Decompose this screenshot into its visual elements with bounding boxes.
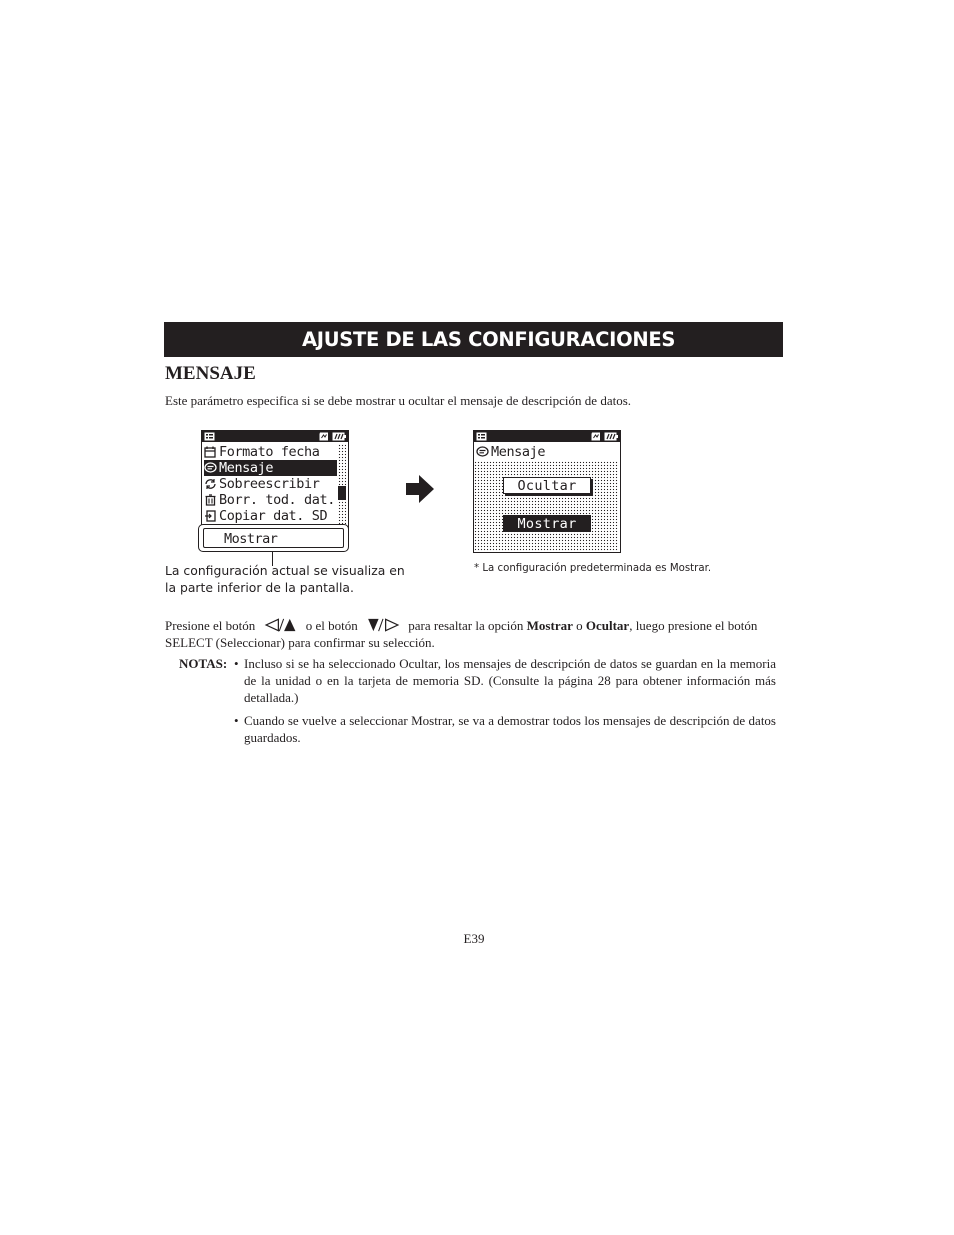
caption-default-setting: * La configuración predeterminada es Mostrar.	[474, 563, 712, 574]
instr-bold-ocultar: Ocultar	[585, 618, 630, 633]
lcd-status-bar	[202, 431, 348, 442]
menu-item-mensaje[interactable]	[204, 460, 337, 476]
trash-icon	[204, 494, 217, 506]
option-area	[474, 461, 618, 551]
menu-grid-icon	[476, 432, 487, 441]
menu-item-label: Sobreescribir	[219, 476, 320, 492]
instr-text: o	[576, 618, 583, 633]
bullet-icon: •	[234, 713, 239, 728]
sd-card-icon	[319, 432, 329, 441]
message-icon	[476, 446, 489, 458]
scrollbar[interactable]	[338, 444, 346, 526]
menu-item-formato-fecha[interactable]	[204, 444, 337, 460]
arrow-right-icon	[405, 474, 435, 504]
menu-item-borrar-todos-datos[interactable]	[204, 492, 337, 508]
option-ocultar-button[interactable]: Ocultar	[503, 477, 591, 494]
message-icon	[204, 462, 217, 474]
scrollbar-thumb[interactable]	[338, 486, 346, 500]
instr-text: , luego presione el botón SELECT (Seleccionar) para confirmar su selección.	[165, 618, 758, 650]
left-up-button-icon	[262, 618, 300, 632]
battery-icon	[604, 432, 618, 441]
instructions-paragraph	[165, 617, 765, 651]
instr-text: Presione el botón	[165, 618, 256, 633]
section-header-bar	[164, 322, 783, 357]
menu-item-label: Formato fecha	[219, 444, 320, 460]
lcd-screen-settings-menu	[201, 430, 349, 529]
bullet-icon: •	[234, 656, 239, 671]
note-item: Incluso si se ha seleccionado Ocultar, los mensajes de descripción de datos se guardan en la memoria de la unidad o en la tarjeta de memoria SD. (Consulte la página 28 para obtener información más detallada.)	[244, 656, 776, 705]
note-item: Cuando se vuelve a seleccionar Mostrar, se va a demostrar todos los mensajes de descripción de datos guardados.	[244, 713, 776, 745]
screen-title	[474, 443, 618, 461]
caption-current-setting: La configuración actual se visualiza en la parte inferior de la pantalla.	[165, 563, 405, 595]
option-mostrar-button[interactable]: Mostrar	[503, 515, 591, 532]
subsection-title: MENSAJE	[165, 363, 256, 384]
menu-grid-icon	[204, 432, 215, 441]
battery-icon	[332, 432, 346, 441]
lcd-status-bar	[474, 431, 620, 442]
menu-item-copiar-datos-sd[interactable]	[204, 508, 337, 524]
intro-paragraph: Este parámetro especifica si se debe mostrar u ocultar el mensaje de descripción de datos.	[165, 393, 632, 408]
instr-bold-mostrar: Mostrar	[526, 618, 573, 633]
menu-item-label: Borr. tod. dat.	[219, 492, 335, 508]
copy-icon	[204, 510, 217, 522]
current-setting-value: Mostrar	[203, 528, 344, 548]
menu-item-label: Mensaje	[219, 460, 274, 476]
down-right-button-icon	[364, 618, 402, 632]
menu-item-label: Copiar dat. SD	[219, 508, 328, 524]
screen-title-label: Mensaje	[491, 444, 546, 460]
section-title: AJUSTE DE LAS CONFIGURACIONES	[302, 328, 676, 351]
overwrite-icon	[204, 478, 217, 490]
menu-item-sobreescribir[interactable]	[204, 476, 337, 492]
instr-text: o el botón	[305, 618, 358, 633]
current-setting-box	[198, 524, 349, 552]
sd-card-icon	[591, 432, 601, 441]
calendar-icon	[204, 446, 217, 458]
lcd-screen-message-option	[473, 430, 621, 553]
instr-text: para resaltar la opción	[408, 618, 524, 633]
notes-label: NOTAS:	[179, 656, 228, 671]
page-number: E39	[463, 931, 485, 946]
